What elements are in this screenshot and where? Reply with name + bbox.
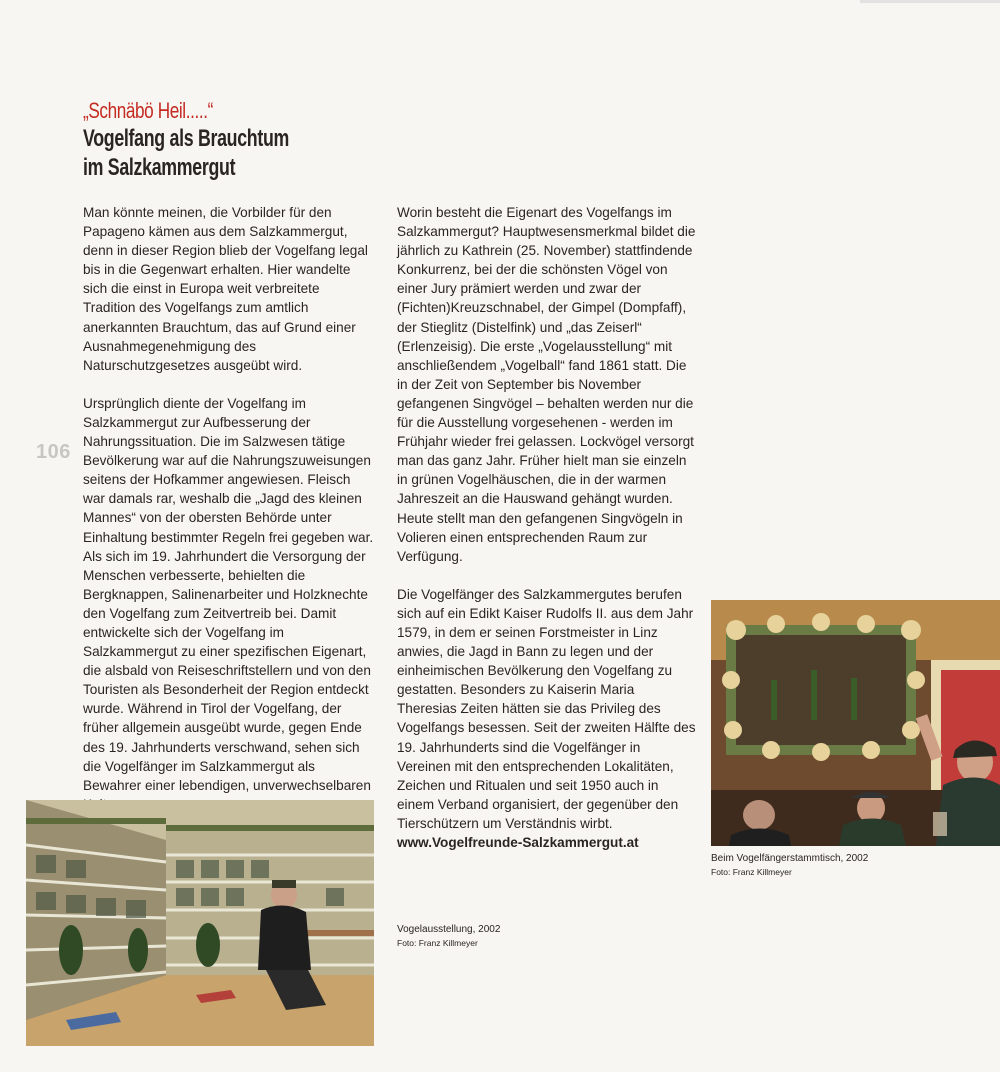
website-link[interactable]: www.Vogelfreunde-Salzkammergut.at (397, 835, 639, 850)
exhibition-photo (26, 800, 374, 1046)
paragraph: Ursprünglich diente der Vogelfang im Salzkammergut zur Aufbesserung der Nahrungssituation. Die im Salzwesen tätige Bevölkerung war auf die Nahrungszuweisungen seitens der Hofkammer angewiesen. Fleisch war damals rar, weshalb die „Jagd des kleinen Mannes“ von der obersten Behörde unter Einhaltung bestimmter Regeln frei gegeben war. (83, 395, 374, 545)
article-title (83, 98, 383, 182)
paragraph: Man könnte meinen, die Vorbilder für den Papageno kämen aus dem Salzkammergut, denn in dieser Region blieb der Vogelfang legal bis in die Gegenwart erhalten. Hier wandelte sich die einst in Europa weit verbreitete Tradition des Vogelfangs zum amtlich anerkannten Brauchtum, das auf Grund einer Ausnahmegenehmigung des Naturschutzgesetzes ausgeübt wird. (83, 205, 368, 373)
stammtisch-caption (711, 852, 868, 879)
middle-text-column (397, 203, 697, 852)
title-line-1: Vogelfang als Brauchtum (83, 125, 290, 152)
paragraph: Worin besteht die Eigenart des Vogelfangs im Salzkammergut? Hauptwesensmerkmal bildet die jährlich zu Kathrein (25. November) stattfindende Konkurrenz, bei der die schönsten Vögel von einer Jury prämiert werden und zwar der (Fichten)Kreuzschnabel, der Gimpel (Dompfaff), der Stieglitz (Distelfink) und „das Zeiserl“ (Erlenzeisig). Die erste „Vogelausstellung“ mit anschließendem „Vogelball“ fand 1861 statt. Die in der Zeit von September bis November gefangenen Singvögel – behalten werden nur die für die Ausstellung vorgesehenen - werden im Frühjahr wieder frei gelassen. Lockvögel versorgt man das ganz Jahr. Früher hielt man sie einzeln in grünen Vogelhäuschen, die in der warmen Jahreszeit an die Hauswand gehängt wurden. Heute stellt man den gefangenen Singvögeln in Volieren einen entsprechenden Raum zur Verfügung. (397, 205, 696, 564)
exhibition-caption (397, 923, 500, 950)
stammtisch-photo (711, 600, 1000, 846)
caption-credit: Foto: Franz Killmeyer (397, 938, 478, 948)
page-edge (860, 0, 1000, 3)
title-line-2: im Salzkammergut (83, 154, 236, 181)
paragraph: Die Vogelfänger des Salzkammergutes berufen sich auf ein Edikt Kaiser Rudolfs II. aus dem Jahr 1579, in dem er seinen Forstmeister in Linz anwies, die Jagd in Bann zu legen und der einheimischen Bevölkerung den Vogelfang zu gestatten. Besonders zu Kaiserin Maria Theresias Zeiten hätten sie das Privileg des Vogelfangs besessen. Seit der zweiten Hälfte des 19. Jahrhunderts sind die Vogelfänger in Vereinen mit den entsprechenden Lokalitäten, Zeichen und Ritualen und seit 1950 auch in einem Verband organisiert, der gegenüber den Tierschützern um Verständnis wirbt. (397, 586, 696, 831)
exhibition-photo-image (26, 800, 374, 1046)
caption-title: Beim Vogelfängerstammtisch, 2002 (711, 853, 869, 864)
stammtisch-photo-image (711, 600, 1000, 846)
page-number: 106 (36, 441, 71, 463)
left-text-column (83, 203, 375, 814)
paragraph: Als sich im 19. Jahrhundert die Versorgung der Menschen verbesserte, behielten die Bergknappen, Salinenarbeiter und Holzknechte den Vogelfang zum Zeitvertreib bei. Damit entwickelte sich der Vogelfang im Salzkammergut zu einer spezifischen Eigenart, die alsbald von Reiseschriftstellern und von den Touristen als Besonderheit der Region entdeckt wurde. Während in Tirol der Vogelfang, der früher allgemein ausgeübt wurde, gegen Ende des 19. Jahrhunderts verschwand, sehen sich die Vogelfänger im Salzkammergut als Bewahrer einer lebendigen, unverwechselbaren (83, 548, 371, 793)
caption-credit: Foto: Franz Killmeyer (711, 867, 792, 877)
title-quote: „Schnäbö Heil.....“ (83, 98, 213, 123)
caption-title: Vogelausstellung, 2002 (397, 924, 501, 935)
